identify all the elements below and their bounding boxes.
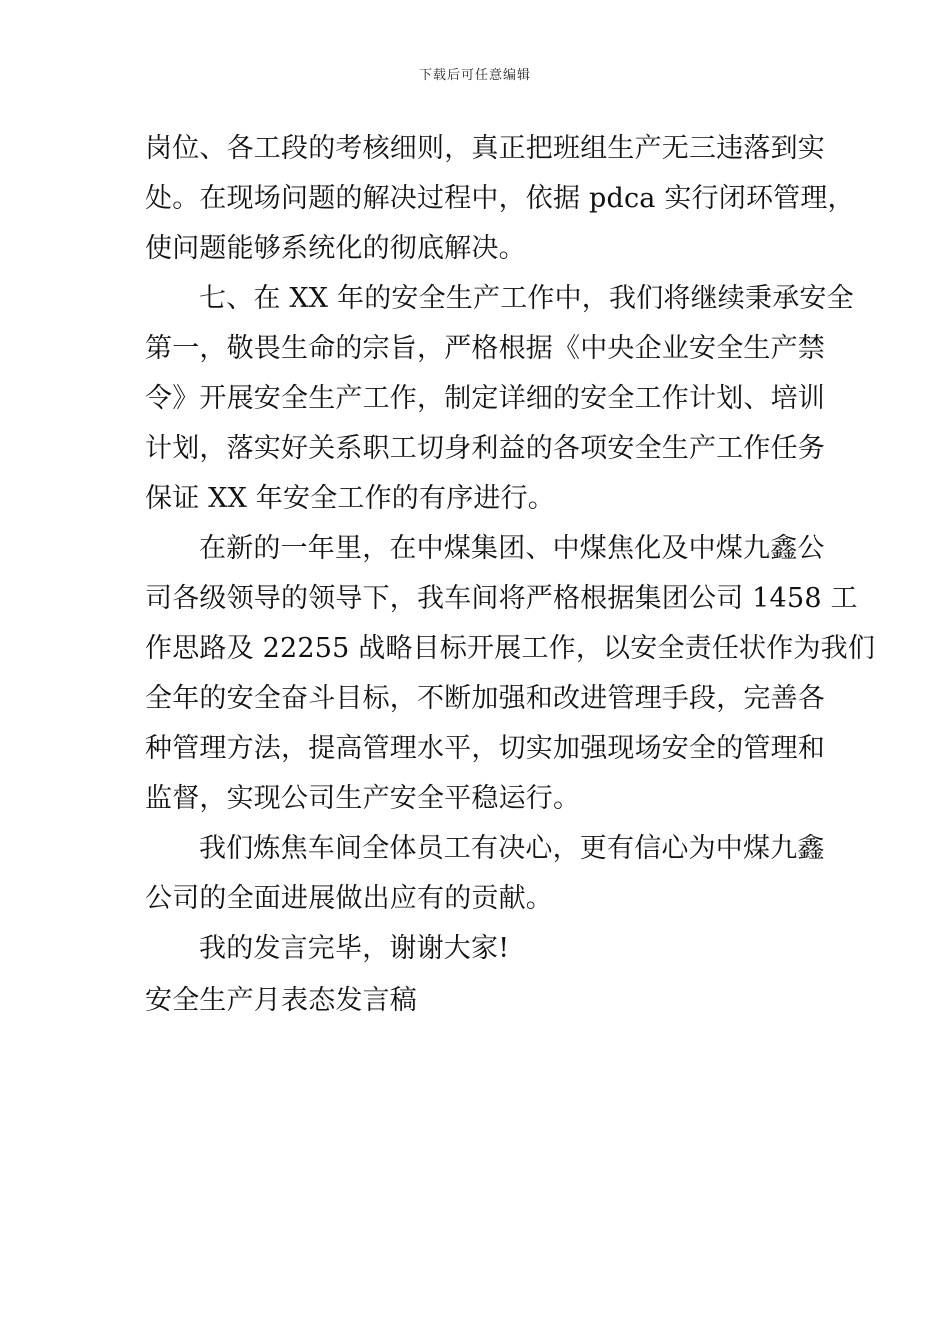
text-line: 公司的全面进展做出应有的贡献。: [145, 883, 553, 914]
text-line: 种管理方法，提高管理水平，切实加强现场安全的管理和: [145, 733, 825, 764]
text-line: 岗位、各工段的考核细则，真正把班组生产无三违落到实: [145, 133, 825, 164]
text-line: 第一，敬畏生命的宗旨，严格根据《中央企业安全生产禁: [145, 333, 825, 364]
document-body: [145, 124, 876, 1026]
text-line: 作思路及 22255 战略目标开展工作，以安全责任状作为我们: [145, 633, 876, 664]
text-line: 我的发言完毕，谢谢大家!: [199, 933, 510, 964]
page-header-note: 下载后可任意编辑: [418, 68, 531, 83]
text-line: 监督，实现公司生产安全平稳运行。: [145, 783, 581, 814]
paragraph: [145, 924, 815, 974]
paragraph: [145, 824, 825, 924]
paragraph: [145, 524, 876, 824]
text-line: 使问题能够系统化的彻底解决。: [145, 233, 526, 264]
text-line: 处。在现场问题的解决过程中，依据 pdca 实行闭环管理，: [145, 183, 855, 214]
text-line: 司各级领导的领导下，我车间将严格根据集团公司 1458 工: [145, 583, 858, 614]
text-line: 我们炼焦车间全体员工有决心，更有信心为中煤九鑫: [199, 833, 825, 864]
text-line: 令》开展安全生产工作，制定详细的安全工作计划、培训: [145, 383, 825, 414]
paragraph: [145, 274, 854, 524]
text-line: 在新的一年里，在中煤集团、中煤焦化及中煤九鑫公: [199, 533, 825, 564]
paragraph: [145, 124, 855, 274]
document-title: 安全生产月表态发言稿: [145, 985, 417, 1016]
text-line: 保证 XX 年安全工作的有序进行。: [145, 483, 556, 514]
text-line: 全年的安全奋斗目标，不断加强和改进管理手段，完善各: [145, 683, 825, 714]
text-line: 七、在 XX 年的安全生产工作中，我们将继续秉承安全: [199, 283, 854, 314]
text-line: 计划，落实好关系职工切身利益的各项安全生产工作任务: [145, 433, 825, 464]
